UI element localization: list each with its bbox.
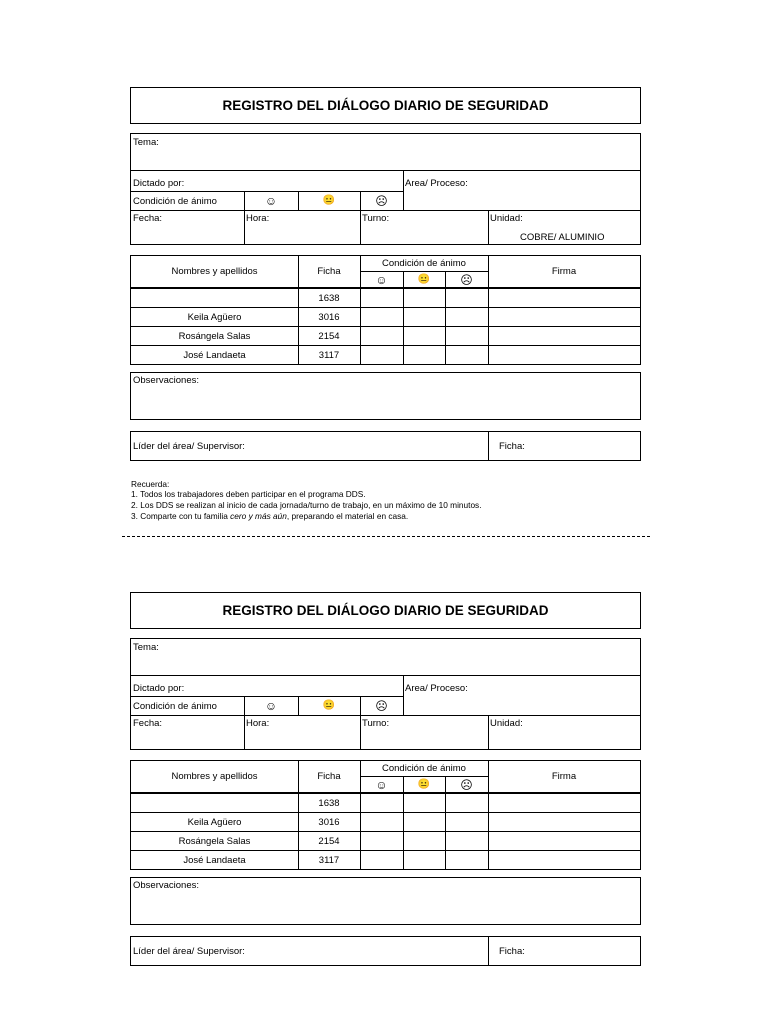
area-label: Area/ Proceso:: [405, 683, 468, 694]
cut-line-divider: [122, 536, 650, 537]
sad-face-icon: ☹: [460, 273, 473, 287]
table-row-ficha: 3117: [318, 855, 340, 866]
tema-label: Tema:: [133, 137, 159, 148]
form-title: [130, 87, 641, 124]
sad-face-icon: ☹: [460, 778, 473, 792]
note-line-3: [131, 511, 408, 522]
table-row-nombre: Rosángela Salas: [178, 331, 251, 342]
col-firma: Firma: [551, 771, 577, 782]
table-row-nombre: José Landaeta: [183, 350, 246, 361]
condicion-label: Condición de ánimo: [133, 196, 217, 207]
table-row-ficha: 1638: [318, 798, 340, 809]
ficha-label: Ficha:: [499, 441, 525, 452]
unidad-label: Unidad:: [490, 718, 523, 729]
lider-box: [130, 431, 641, 461]
turno-label: Turno:: [362, 718, 390, 729]
col-firma: Firma: [551, 266, 577, 277]
observaciones-box: [130, 372, 641, 420]
lider-box: [130, 936, 641, 966]
col-condicion: Condición de ánimo: [382, 763, 466, 774]
lider-label: Líder del área/ Supervisor:: [133, 441, 245, 452]
turno-label: Turno:: [362, 213, 390, 224]
sad-face-icon: ☹: [375, 194, 388, 208]
col-nombres: Nombres y apellidos: [171, 771, 258, 782]
hora-label: Hora:: [246, 213, 270, 224]
note-line-3-pre: 3. Comparte con tu familia: [131, 511, 231, 521]
header-info-box: [130, 638, 641, 750]
table-row-ficha: 2154: [318, 331, 340, 342]
neutral-face-icon: 😐: [417, 779, 431, 790]
hora-label: Hora:: [246, 718, 270, 729]
table-row-ficha: 2154: [318, 836, 340, 847]
notes-heading: Recuerda:: [131, 479, 170, 489]
area-label: Area/ Proceso:: [405, 178, 468, 189]
happy-face-icon: ☺: [375, 778, 388, 792]
observaciones-label: Observaciones:: [133, 375, 200, 386]
fecha-label: Fecha:: [133, 213, 163, 224]
note-line-3-post: , preparando el material en casa.: [286, 511, 409, 521]
note-line-2: 2. Los DDS se realizan al inicio de cada jornada/turno de trabajo, en un máximo de 10 minutos.: [131, 500, 482, 510]
condicion-label: Condición de ánimo: [133, 701, 217, 712]
dictado-label: Dictado por:: [133, 683, 185, 694]
table-row-nombre: Rosángela Salas: [178, 836, 251, 847]
fecha-label: Fecha:: [133, 718, 163, 729]
observaciones-box: [130, 877, 641, 925]
sad-face-icon: ☹: [375, 699, 388, 713]
neutral-face-icon: 😐: [417, 274, 431, 285]
happy-face-icon: ☺: [264, 699, 278, 713]
table-row-nombre: Keila Agüero: [187, 312, 242, 323]
tema-label: Tema:: [133, 642, 159, 653]
table-row-nombre: Keila Agüero: [187, 817, 242, 828]
col-nombres: Nombres y apellidos: [171, 266, 258, 277]
table-row-ficha: 1638: [318, 293, 340, 304]
attendance-table: [130, 760, 641, 870]
form-title: [130, 592, 641, 629]
form-title-text: REGISTRO DEL DIÁLOGO DIARIO DE SEGURIDAD: [222, 98, 549, 113]
note-line-3-em: cero y más aún: [230, 511, 287, 521]
unidad-value: COBRE/ ALUMINIO: [520, 232, 605, 243]
happy-face-icon: ☺: [264, 194, 278, 208]
col-ficha: Ficha: [317, 266, 341, 277]
note-line-1: 1. Todos los trabajadores deben participar en el programa DDS.: [131, 489, 366, 499]
table-row-ficha: 3117: [318, 350, 340, 361]
col-ficha: Ficha: [317, 771, 341, 782]
happy-face-icon: ☺: [375, 273, 388, 287]
col-condicion: Condición de ánimo: [382, 258, 466, 269]
form-title-text: REGISTRO DEL DIÁLOGO DIARIO DE SEGURIDAD: [222, 603, 549, 618]
lider-label: Líder del área/ Supervisor:: [133, 946, 245, 957]
attendance-table: [130, 255, 641, 365]
dictado-label: Dictado por:: [133, 178, 185, 189]
unidad-label: Unidad:: [490, 213, 523, 224]
neutral-face-icon: 😐: [322, 700, 336, 711]
header-info-box: [130, 133, 641, 245]
ficha-label: Ficha:: [499, 946, 525, 957]
table-row-nombre: José Landaeta: [183, 855, 246, 866]
table-row-ficha: 3016: [318, 817, 340, 828]
observaciones-label: Observaciones:: [133, 880, 200, 891]
neutral-face-icon: 😐: [322, 195, 336, 206]
table-row-ficha: 3016: [318, 312, 340, 323]
